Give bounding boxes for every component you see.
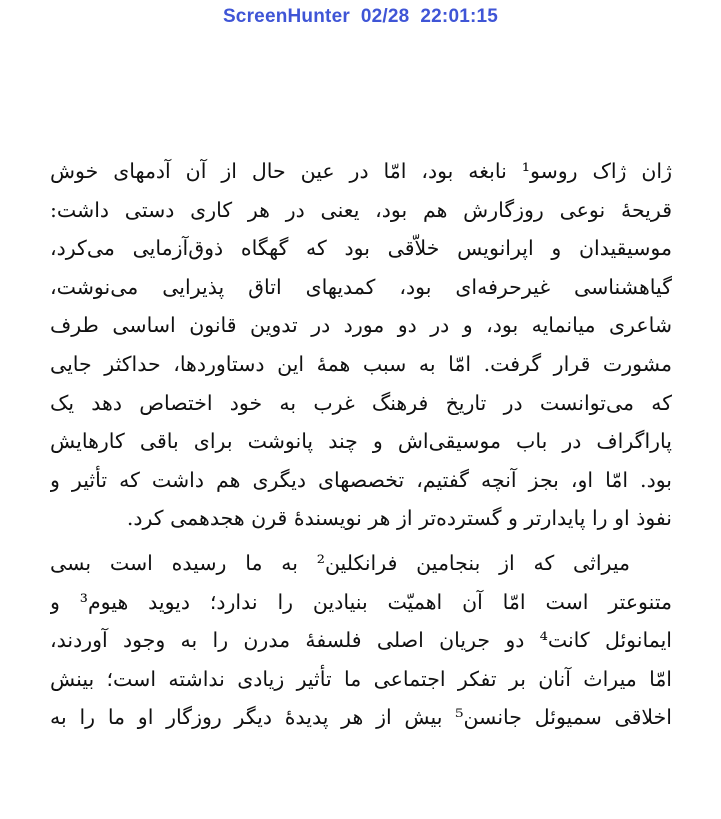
text-line: پاراگراف در باب موسیقی‌اش و چند پانوشت برای باقی کارهایش	[50, 429, 672, 454]
text-line: امّا میراث آنان بر تفکر اجتماعی ما تأثیر زیادی نداشته است؛ بینش	[50, 666, 672, 691]
text-line: ایمانوئل کانت⁴ دو جریان اصلی فلسفهٔ مدرن را به وجود آوردند،	[50, 628, 672, 653]
text-line: که می‌توانست در تاریخ فرهنگ غرب به خود اختصاص دهد یک	[50, 390, 672, 415]
text-line: میراثی که از بنجامین فرانکلین² به ما رسیده است بسی	[50, 550, 630, 575]
text-line: گیاهشناسی غیرحرفه‌ای بود، کمدیهای اتاق پذیرایی می‌نوشت،	[50, 274, 672, 299]
text-line: شاعری میانمایه بود، و در دو مورد در تدوین قانون اساسی طرف	[50, 313, 672, 338]
text-line: قریحهٔ نوعی روزگارش هم بود، یعنی در هر کاری دستی داشت:	[50, 197, 672, 222]
text-line: اخلاقی سمیوئل جانسن⁵ بیش از هر پدیدهٔ دیگر روزگار او ما را به	[50, 705, 672, 730]
text-line: موسیقیدان و اپرانویس خلاّقی بود که گهگاه ذوق‌آزمایی می‌کرد،	[50, 236, 672, 261]
text-line: مشورت قرار گرفت. امّا به سبب همهٔ این دستاوردها، حداکثر جایی	[50, 351, 672, 376]
body-text	[50, 152, 672, 737]
text-line: متنوعتر است امّا آن اهمیّت بنیادین را ندارد؛ دیوید هیوم³ و	[50, 589, 672, 614]
paragraph-1	[50, 152, 672, 538]
text-line: نفوذ او را پایدارتر و گسترده‌تر از هر نویسندهٔ قرن هجدهمی کرد.	[126, 506, 672, 531]
paragraph-2	[50, 544, 672, 737]
text-line: بود. امّا او، بجز آنچه گفتیم، تخصصهای دیگری هم داشت که تأثیر و	[50, 467, 672, 492]
screenhunter-watermark: ScreenHunter 02/28 22:01:15	[222, 6, 499, 27]
text-line: ژان ژاک روسو¹ نابغه بود، امّا در عین حال از آن آدمهای خوش	[50, 159, 672, 183]
